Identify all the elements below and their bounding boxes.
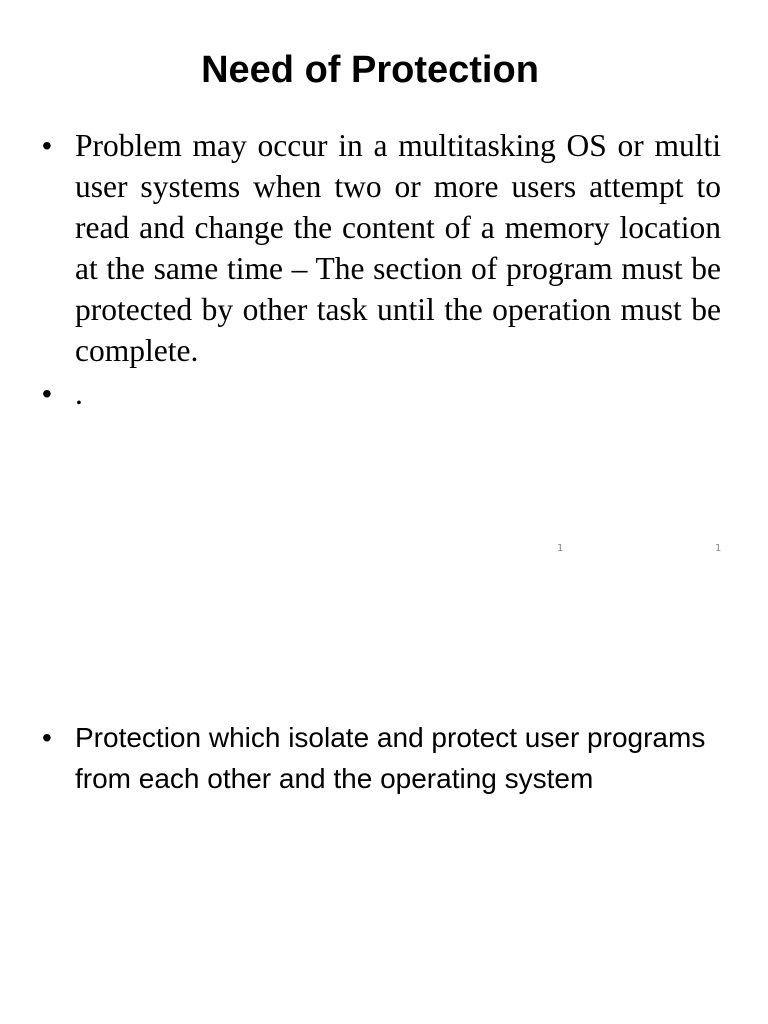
- page-number: 1: [557, 543, 564, 554]
- bullet-marker: •: [42, 722, 52, 753]
- bullet-text: Protection which isolate and protect user programs from each other and the operating system: [75, 722, 706, 794]
- bullet-marker: •: [42, 378, 52, 409]
- bullet-text: Problem may occur in a multitasking OS or multi user systems when two or more users attempt to read and change the content of a memory location at the same time – The section of program must be protected by other task until the operation must be complete.: [75, 128, 721, 368]
- bullet-marker: •: [42, 130, 52, 161]
- slide-title: Need of Protection: [201, 49, 539, 91]
- page-number: 1: [715, 543, 722, 554]
- bullet-text: .: [75, 376, 83, 411]
